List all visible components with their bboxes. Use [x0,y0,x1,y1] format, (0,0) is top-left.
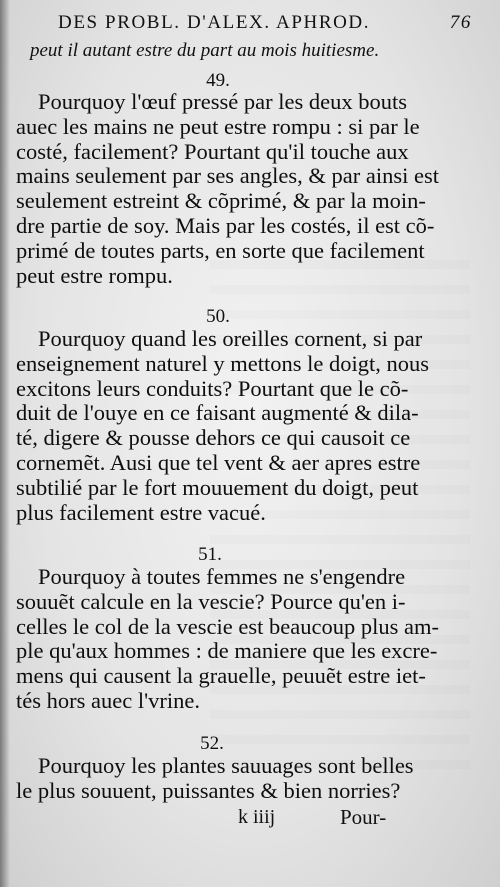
text-line: celles le col de la vescie est beaucoup plus am- [16,613,439,639]
text-line: seulement estreint & cõprimé, & par la moin- [16,188,426,214]
text-line: plus facilement estre vacué. [16,499,266,525]
section-number: 49. [206,70,230,91]
section-number: 52. [200,733,224,754]
catchword: Pour- [340,805,387,829]
section-number: 51. [198,544,222,565]
text-line: Pourquoy l'œuf pressé par les deux bouts [38,89,407,114]
text-line: duit de l'ouye en ce faisant augmenté & dila- [16,400,419,426]
text-line: primé de toutes parts, en sorte que facilement [16,237,425,263]
section-number: 50. [206,306,230,327]
text-line: Pourquoy quand les oreilles cornent, si par [38,326,423,351]
text-line: souuẽt calcule en la vescie? Pource qu'en i- [16,588,406,614]
text-line: cornemẽt. Ausi que tel vent & aer apres estre [16,449,421,475]
text-line: le plus souuent, puissantes & bien norries? [16,777,401,803]
text-line: mens qui causent la grauelle, peuuẽt estre iet- [16,663,426,689]
page-number: 76 [449,12,472,33]
running-title: DES PROBL. D'ALEX. APHROD. [58,12,371,33]
section-paragraph [16,754,436,804]
text-line: enseignement naturel y mettons le doigt, nous [16,350,430,376]
text-line: Pourquoy à toutes femmes ne s'engendre [38,564,406,589]
text-line: Pourquoy les plantes sauuages sont belles [38,753,414,778]
page-gutter-shadow [0,0,10,887]
text-line: peut estre rompu. [16,262,173,288]
text-line: tés hors auec l'vrine. [16,687,200,713]
signature-mark: k iiij [238,806,276,828]
text-line: té, digere & pousse dehors ce qui causoit ce [16,425,411,451]
text-line: excitons leurs conduits? Pourtant que le cõ- [16,375,409,401]
text-line: costé, facilement? Pourtant qu'il touche aux [16,138,409,164]
section-paragraph [16,564,439,714]
text-line: auec les mains ne peut estre rompu : si par le [16,113,420,139]
section-paragraph [16,89,440,288]
page-header [20,10,490,40]
text-line: subtilié par le fort mouuement du doigt, peut [16,474,419,500]
text-line: dre partie de soy. Mais par les costés, il est cõ- [16,212,435,238]
text-line: ple qu'aux hommes : de maniere que les excre- [16,638,438,664]
section-paragraph [16,327,436,525]
text-line: mains seulement par ses angles, & par ainsi est [16,163,440,189]
continuation-line: peut il autant estre du part au mois huitiesme. [30,40,380,61]
